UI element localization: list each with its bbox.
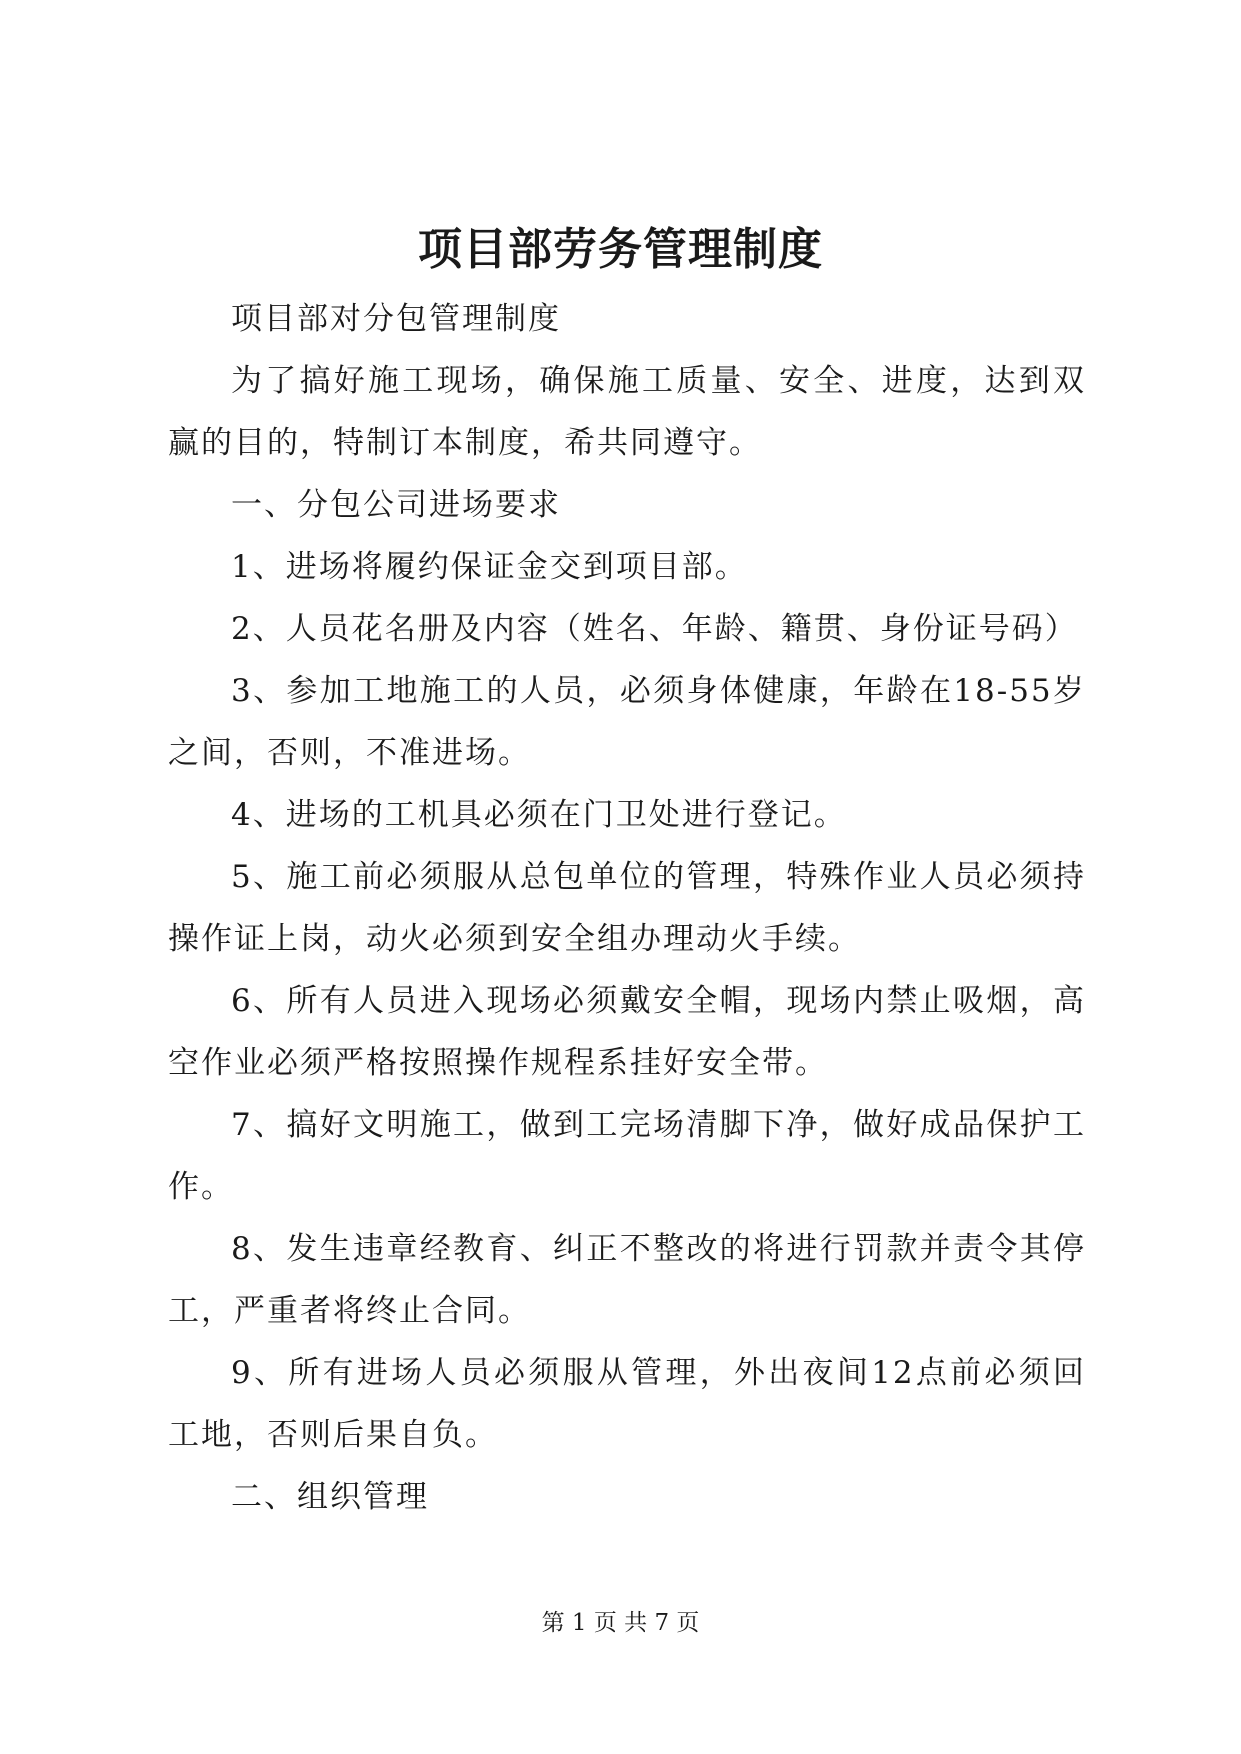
list-item-8: 8、发生违章经教育、纠正不整改的将进行罚款并责令其停工，严重者将终止合同。 (168, 1231, 1086, 1329)
document-body (168, 288, 1086, 1528)
subtitle-paragraph: 项目部对分包管理制度 (231, 301, 561, 337)
section-heading-1: 一、分包公司进场要求 (231, 487, 561, 523)
list-item-2: 2、人员花名册及内容（姓名、年龄、籍贯、身份证号码） (231, 611, 1078, 647)
section-heading-2: 二、组织管理 (231, 1479, 429, 1515)
list-item-4: 4、进场的工机具必须在门卫处进行登记。 (231, 797, 847, 833)
intro-paragraph: 为了搞好施工现场，确保施工质量、安全、进度，达到双赢的目的，特制订本制度，希共同遵守。 (168, 363, 1086, 461)
list-item-6: 6、所有人员进入现场必须戴安全帽，现场内禁止吸烟，高空作业必须严格按照操作规程系挂好安全带。 (168, 983, 1086, 1081)
list-item-5: 5、施工前必须服从总包单位的管理，特殊作业人员必须持操作证上岗，动火必须到安全组办理动火手续。 (168, 859, 1086, 957)
page-footer: 第 1 页 共 7 页 (541, 1610, 700, 1636)
list-item-9: 9、所有进场人员必须服从管理，外出夜间12点前必须回工地，否则后果自负。 (168, 1355, 1086, 1453)
list-item-1: 1、进场将履约保证金交到项目部。 (231, 549, 748, 585)
document-title: 项目部劳务管理制度 (418, 224, 823, 275)
list-item-3: 3、参加工地施工的人员，必须身体健康，年龄在18-55岁之间，否则，不准进场。 (168, 673, 1086, 771)
list-item-7: 7、搞好文明施工，做到工完场清脚下净，做好成品保护工作。 (168, 1107, 1086, 1205)
